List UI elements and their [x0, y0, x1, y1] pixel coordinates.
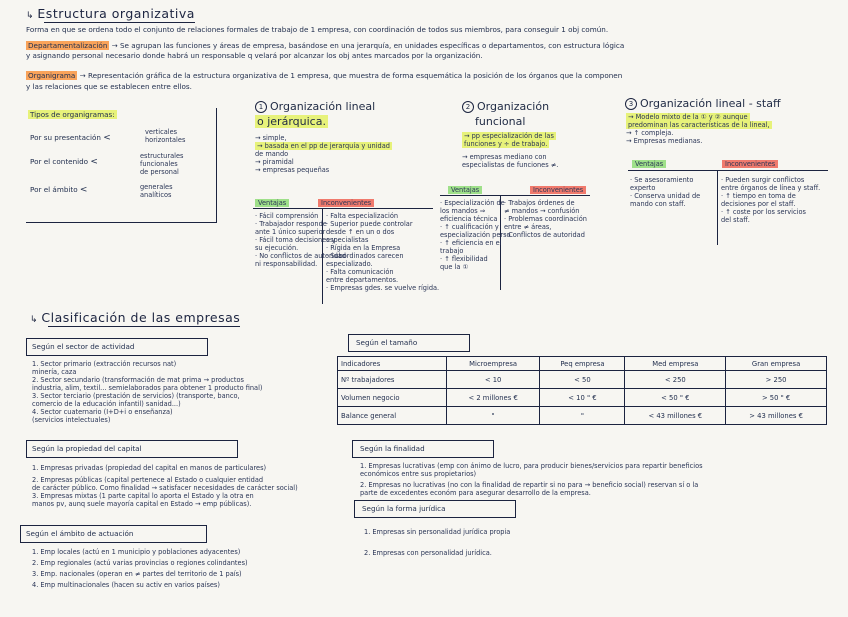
tipos-ambito-items: generales analíticos [140, 183, 173, 199]
tipos-contenido: Por el contenido < [30, 157, 98, 167]
org3-title: 3 Organización lineal - staff [625, 97, 781, 110]
organigrama-text-2: y las relaciones que se establecen entre ellos. [26, 82, 192, 91]
org3-vdivider [717, 170, 718, 245]
org3-inconvenientes-label: Inconvenientes [722, 160, 778, 168]
section-2-title: ↳ Clasificación de las empresas [30, 310, 241, 325]
org2-title: 2 Organización [462, 100, 549, 113]
tipos-ambito: Por el ámbito < [30, 185, 88, 195]
sector-title: Según el sector de actividad [32, 342, 135, 351]
tamano-table [337, 356, 827, 425]
section-1-title: ↳ Estructura organizativa [26, 6, 195, 21]
org2-inconvenientes: · Trabajos órdenes de ≠ mandos → confusión · Problemas coordinación entre ≠ áreas, · Conflictos de autoridad [504, 199, 587, 239]
tamano-header: Peq empresa [540, 357, 625, 371]
org1-divider [253, 208, 433, 209]
table-cell: > 50 " € [726, 389, 827, 407]
org2-inconvenientes-label: Inconvenientes [530, 186, 586, 194]
organigrama-line [26, 71, 622, 80]
tamano-header-row [338, 357, 827, 371]
org3-inconvenientes: · Pueden surgir conflictos entre órganos de línea y staff. · ↑ tiempo en toma de decisiones por el staff. · ↑ coste por los servicios del staff. [721, 176, 821, 224]
org1-inconvenientes: · Falta especialización · Superior puede controlar desde ↑ en un o dos especialistas · Rígida en la Empresa · Subordinados carecen especializado. · Falta comunicación entre departamentos. · Empresas gdes. se vuelve rígida. [326, 212, 440, 292]
org1-title-2: o jerárquica. [257, 115, 326, 128]
org2-divider [440, 195, 590, 196]
org3-ventajas-label: Ventajas [632, 160, 666, 168]
intro-text: Forma en que se ordena todo el conjunto de relaciones formales de trabajo de 1 empresa, con coordinación de todos sus miembros, para conseguir 1 obj común. [26, 25, 609, 34]
org2-points: → pp especialización de las funciones y ÷ de trabajo. → empresas mediano con especialistas de funciones ≠. [462, 132, 559, 169]
table-cell: Volumen negocio [338, 389, 447, 407]
table-cell: " [540, 407, 625, 425]
org3-points: → Modelo mixto de la ① y ② aunque predominan las características de la lineal, → ↑ compleja. → Empresas medianas. [626, 113, 770, 145]
table-cell: > 250 [726, 371, 827, 389]
table-cell: < 10 [446, 371, 540, 389]
table-cell: < 2 millones € [446, 389, 540, 407]
capital-title: Según la propiedad del capital [32, 444, 142, 453]
table-cell: < 43 millones € [625, 407, 726, 425]
tipos-contenido-items: estructurales funcionales de personal [140, 152, 184, 176]
org2-ventajas: · Especialización de los mandos ⇒ eficiencia técnica · ↑ cualificación y especialización perso · ↑ eficiencia en el trabajo · ↑ flexibilidad que la ① [440, 199, 511, 271]
table-cell: Nº trabajadores [338, 371, 447, 389]
org2-title-2: funcional [475, 115, 526, 128]
tamano-title: Según el tamaño [356, 338, 418, 347]
table-cell: < 50 [540, 371, 625, 389]
org3-divider [628, 170, 828, 171]
org3-ventajas: · Se asesoramiento experto · Conserva unidad de mando con staff. [630, 176, 701, 208]
table-row [338, 407, 827, 425]
tipos-presentacion: Por su presentación < [30, 133, 111, 143]
juridica-items: 1. Empresas sin personalidad jurídica propia 2. Empresas con personalidad jurídica. [364, 528, 511, 557]
table-cell: Balance general [338, 407, 447, 425]
table-cell: " [446, 407, 540, 425]
org1-ventajas-label: Ventajas [255, 199, 289, 207]
org1-points: → simple, → basada en el pp de jerarquía y unidad de mando → piramidal → empresas pequeñas [255, 134, 390, 174]
capital-items: 1. Empresas privadas (propiedad del capital en manos de particulares) 2. Empresas públicas (capital pertenece al Estado o cualquier entidad de carácter público. Como finalidad → satisfacer necesidades de carácter social) 3. Empresas mixtas (1 parte capital lo aporta el Estado y la otra en manos pv, aunq suele mayoría capital en Estado → emp públicas). [32, 464, 298, 508]
ambito-items: 1. Emp locales (actú en 1 municipio y poblaciones adyacentes) 2. Emp regionales (actú varias provincias o regiones colindantes) 3. Emp. nacionales (operan en ≠ partes del territorio de 1 país) 4. Emp multinacionales (hacen su activ en varios países) [32, 548, 248, 589]
org1-inconvenientes-label: Inconvenientes [318, 199, 374, 207]
departamentalizacion-label: Departamentalización [28, 41, 108, 50]
table-cell: < 50 " € [625, 389, 726, 407]
table-cell: < 10 " € [540, 389, 625, 407]
ambito-title: Según el ámbito de actuación [26, 529, 134, 538]
tamano-header: Med empresa [625, 357, 726, 371]
sector-items: 1. Sector primario (extracción recursos nat) minería, caza 2. Sector secundario (transformación de mat prima → productos industria, alim, textil... semielaborados para obtener 1 producto final) 3. Sector terciario (prestación de servicios) (transporte, banco, comercio de la educación infantil) sanidad...) 4. Sector cuaternario (I+D+i o enseñanza) (servicios intelectuales) [32, 360, 263, 424]
tamano-header: Microempresa [446, 357, 540, 371]
juridica-title: Según la forma jurídica [362, 504, 446, 513]
finalidad-title: Según la finalidad [360, 444, 425, 453]
org2-ventajas-label: Ventajas [448, 186, 482, 194]
tamano-header: Indicadores [338, 357, 447, 371]
table-row [338, 389, 827, 407]
org1-ventajas: · Fácil comprensión · Trabajador responde ante 1 único superior · Fácil toma decisiones y su ejecución. · No conflictos de autoridad ni responsabilidad. [255, 212, 346, 268]
tamano-header: Gran empresa [726, 357, 827, 371]
org1-title: 1 Organización lineal [255, 100, 375, 113]
departamentalizacion-text: → Se agrupan las funciones y áreas de empresa, basándose en una jerarquía, en unidades específicas o departamentos, con estructura lógica [111, 41, 625, 50]
table-cell: < 250 [625, 371, 726, 389]
table-cell: > 43 millones € [726, 407, 827, 425]
tipos-presentacion-items: verticales horizontales [145, 128, 186, 144]
departamentalizacion-text-2: y asignando personal necesario donde habrá un responsable q velará por alcanzar los obj antes marcados por la organización. [26, 51, 483, 60]
organigrama-label: Organigrama [28, 71, 76, 80]
tipos-title: Tipos de organigramas: [30, 110, 115, 119]
departamentalizacion-line [26, 41, 624, 50]
table-row [338, 371, 827, 389]
finalidad-items: 1. Empresas lucrativas (emp con ánimo de lucro, para producir bienes/servicios para repartir beneficios económicos entre sus propietarios) 2. Empresas no lucrativas (no con la finalidad de repartir si no para → beneficio social) reservan sí o la parte de excedentes económ para asegurar desarrollo de la empresa. [360, 462, 703, 497]
organigrama-text: → Representación gráfica de la estructura organizativa de 1 empresa, que muestra de forma esquemática la posición de los órganos que la componen [79, 71, 623, 80]
